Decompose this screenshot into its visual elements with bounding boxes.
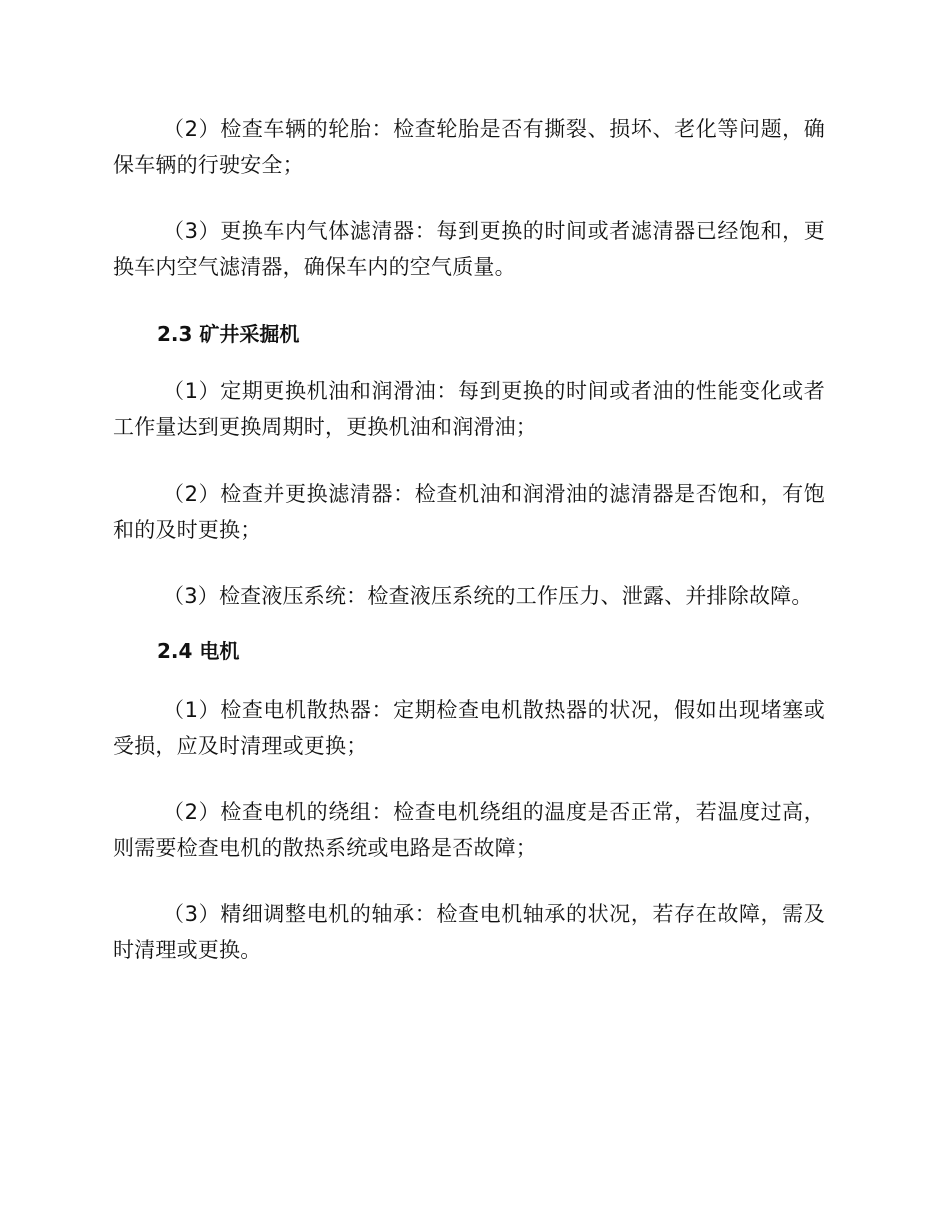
section-heading-motor: 2.4 电机 <box>157 639 240 663</box>
paragraph-radiator-check: （1）检查电机散热器：定期检查电机散热器的状况，假如出现堵塞或受损，应及时清理或更换； <box>113 698 825 758</box>
paragraph-oil-change: （1）定期更换机油和润滑油：每到更换的时间或者油的性能变化或者工作量达到更换周期时，更换机油和润滑油； <box>113 379 825 439</box>
paragraph-bearing-adjust: （3）精细调整电机的轴承：检查电机轴承的状况，若存在故障，需及时清理或更换。 <box>113 902 825 962</box>
paragraph-hydraulic-check: （3）检查液压系统：检查液压系统的工作压力、泄露、并排除故障。 <box>163 584 813 608</box>
paragraph-filter-replace: （2）检查并更换滤清器：检查机油和润滑油的滤清器是否饱和，有饱和的及时更换； <box>113 482 825 542</box>
paragraph-tire-check: （2）检查车辆的轮胎：检查轮胎是否有撕裂、损坏、老化等问题，确保车辆的行驶安全； <box>113 117 825 177</box>
paragraph-cabin-filter: （3）更换车内气体滤清器：每到更换的时间或者滤清器已经饱和，更换车内空气滤清器，确保车内的空气质量。 <box>113 219 825 279</box>
paragraph-winding-check: （2）检查电机的绕组：检查电机绕组的温度是否正常，若温度过高，则需要检查电机的散热系统或电路是否故障； <box>113 800 825 860</box>
section-heading-mining-machine: 2.3 矿井采掘机 <box>157 322 300 346</box>
